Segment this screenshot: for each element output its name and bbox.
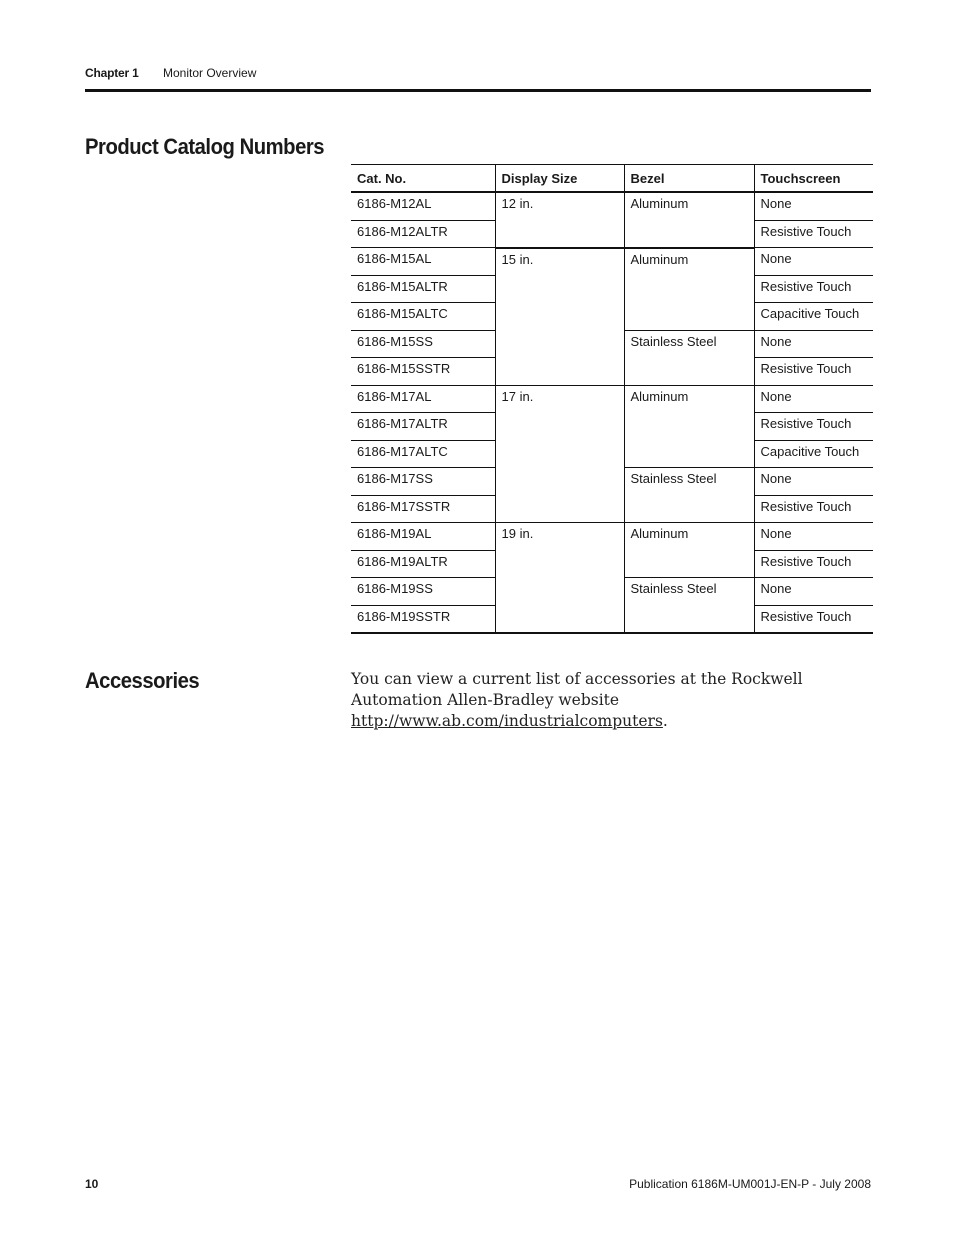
cat-no-cell: 6186-M15SS bbox=[351, 330, 495, 358]
cat-no-cell: 6186-M12AL bbox=[351, 192, 495, 220]
accessories-paragraph bbox=[351, 669, 873, 732]
bezel-cell: Aluminum bbox=[624, 248, 754, 331]
table-header-row bbox=[351, 165, 873, 193]
cat-no-cell: 6186-M17ALTC bbox=[351, 440, 495, 468]
bezel-cell: Stainless Steel bbox=[624, 468, 754, 523]
bezel-cell: Aluminum bbox=[624, 192, 754, 248]
cat-no-cell: 6186-M15ALTC bbox=[351, 303, 495, 331]
display-size-cell: 19 in. bbox=[495, 523, 624, 634]
accessories-text-end: . bbox=[662, 712, 668, 730]
table-row bbox=[351, 523, 873, 551]
display-size-cell: 17 in. bbox=[495, 385, 624, 523]
touchscreen-cell: None bbox=[754, 330, 873, 358]
cat-no-cell: 6186-M17AL bbox=[351, 385, 495, 413]
col-header-touchscreen: Touchscreen bbox=[754, 165, 873, 193]
table-row bbox=[351, 385, 873, 413]
col-header-bezel: Bezel bbox=[624, 165, 754, 193]
cat-no-cell: 6186-M17ALTR bbox=[351, 413, 495, 441]
cat-no-cell: 6186-M19SS bbox=[351, 578, 495, 606]
bezel-cell: Stainless Steel bbox=[624, 578, 754, 634]
table-row bbox=[351, 248, 873, 276]
cat-no-cell: 6186-M19ALTR bbox=[351, 550, 495, 578]
touchscreen-cell: None bbox=[754, 578, 873, 606]
touchscreen-cell: Resistive Touch bbox=[754, 550, 873, 578]
touchscreen-cell: None bbox=[754, 192, 873, 220]
chapter-label: Chapter 1 bbox=[85, 66, 139, 80]
cat-no-cell: 6186-M19SSTR bbox=[351, 605, 495, 633]
touchscreen-cell: None bbox=[754, 385, 873, 413]
touchscreen-cell: Resistive Touch bbox=[754, 495, 873, 523]
touchscreen-cell: None bbox=[754, 523, 873, 551]
header-rule bbox=[85, 89, 871, 92]
table-row bbox=[351, 192, 873, 220]
catalog-heading: Product Catalog Numbers bbox=[85, 134, 325, 159]
chapter-title: Monitor Overview bbox=[163, 66, 257, 80]
touchscreen-cell: Resistive Touch bbox=[754, 220, 873, 248]
bezel-cell: Aluminum bbox=[624, 523, 754, 578]
page-header bbox=[85, 66, 871, 80]
cat-no-cell: 6186-M19AL bbox=[351, 523, 495, 551]
accessories-heading: Accessories bbox=[85, 668, 200, 693]
touchscreen-cell: Resistive Touch bbox=[754, 605, 873, 633]
cat-no-cell: 6186-M17SS bbox=[351, 468, 495, 496]
touchscreen-cell: Resistive Touch bbox=[754, 275, 873, 303]
cat-no-cell: 6186-M15AL bbox=[351, 248, 495, 276]
accessories-link[interactable]: http://www.ab.com/industrialcomputers bbox=[351, 712, 663, 730]
touchscreen-cell: None bbox=[754, 248, 873, 276]
col-header-display-size: Display Size bbox=[495, 165, 624, 193]
touchscreen-cell: Capacitive Touch bbox=[754, 440, 873, 468]
page-number: 10 bbox=[85, 1177, 99, 1191]
display-size-cell: 15 in. bbox=[495, 248, 624, 386]
touchscreen-cell: Resistive Touch bbox=[754, 413, 873, 441]
cat-no-cell: 6186-M15SSTR bbox=[351, 358, 495, 386]
touchscreen-cell: Resistive Touch bbox=[754, 358, 873, 386]
touchscreen-cell: Capacitive Touch bbox=[754, 303, 873, 331]
col-header-cat-no: Cat. No. bbox=[351, 165, 495, 193]
catalog-table bbox=[351, 164, 873, 634]
publication-info: Publication 6186M-UM001J-EN-P - July 2008 bbox=[629, 1177, 871, 1191]
cat-no-cell: 6186-M17SSTR bbox=[351, 495, 495, 523]
accessories-text: You can view a current list of accessories at the Rockwell Automation Allen-Bradley website bbox=[351, 670, 803, 709]
touchscreen-cell: None bbox=[754, 468, 873, 496]
cat-no-cell: 6186-M15ALTR bbox=[351, 275, 495, 303]
bezel-cell: Aluminum bbox=[624, 385, 754, 468]
display-size-cell: 12 in. bbox=[495, 192, 624, 248]
cat-no-cell: 6186-M12ALTR bbox=[351, 220, 495, 248]
bezel-cell: Stainless Steel bbox=[624, 330, 754, 385]
